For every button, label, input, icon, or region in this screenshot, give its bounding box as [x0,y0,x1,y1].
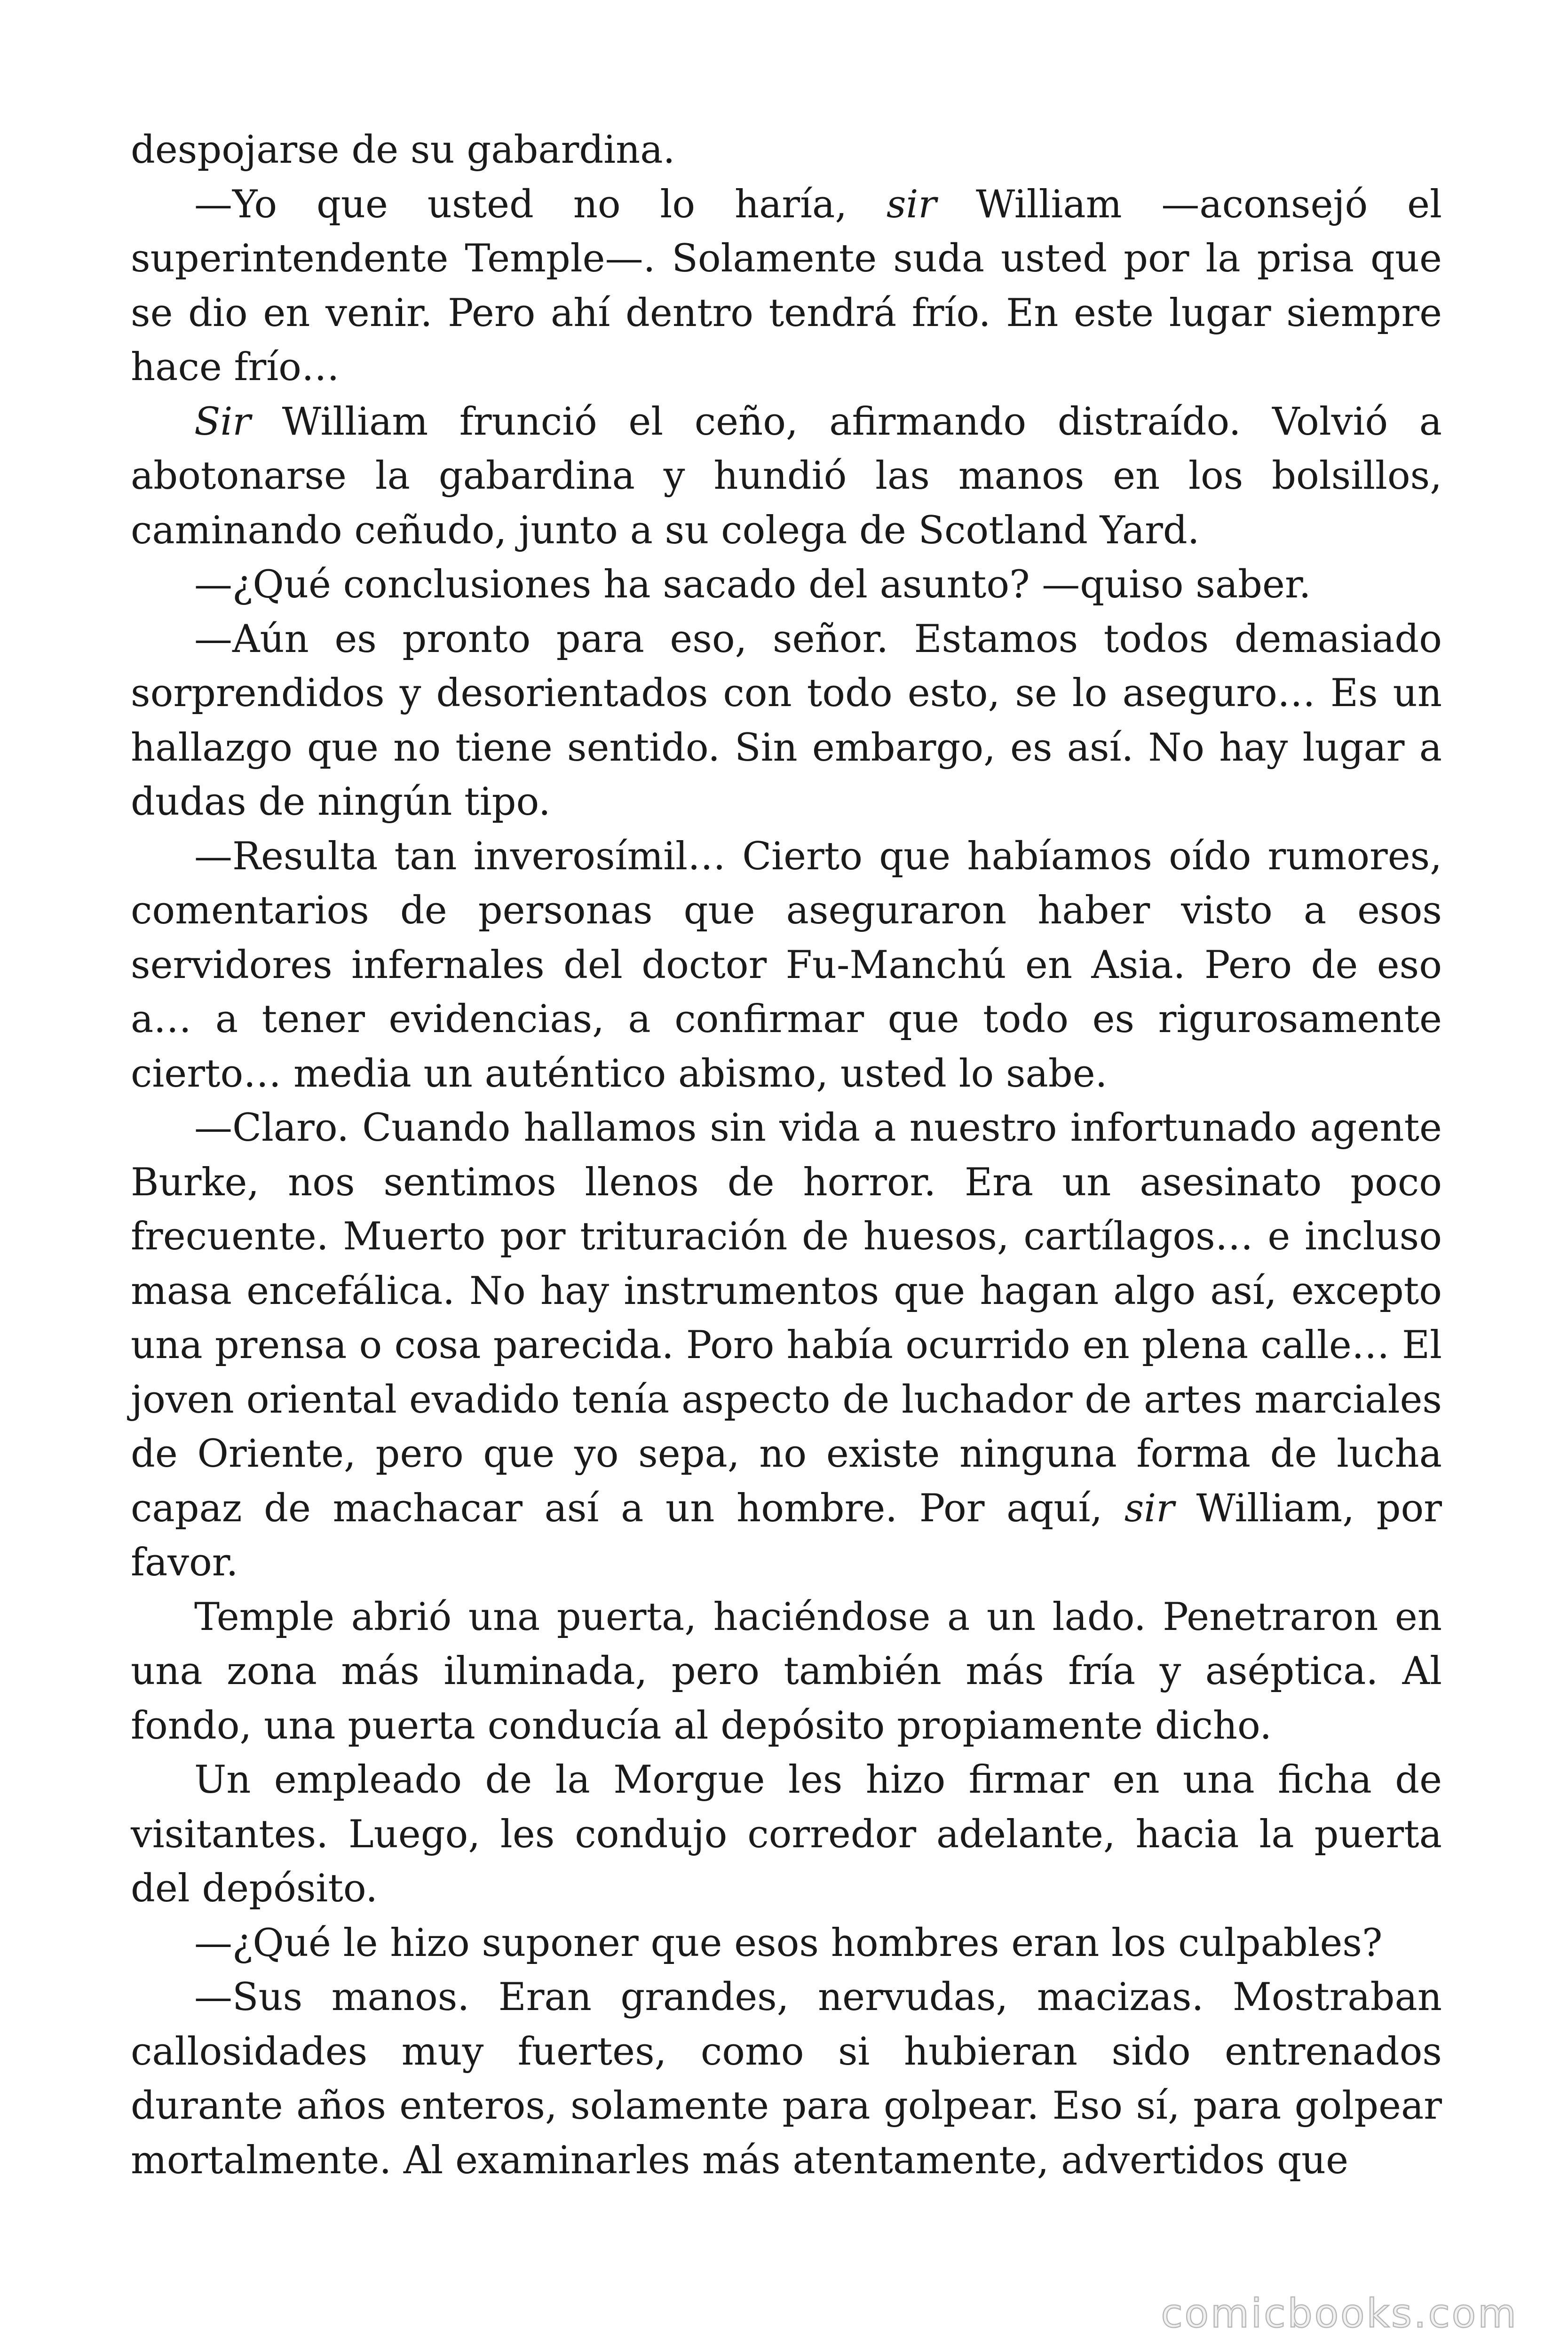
paragraph [131,123,1442,178]
text-run: —Yo que usted no lo haría, [194,182,887,227]
text-run: William frunció el ceño, afirmando distraído. Volvió a abotonarse la gabardina y hundió las manos en los bolsillos, caminando ceñudo, junto a su colega de Scotland Yard. [131,399,1442,553]
text-run: Temple abrió una puerta, haciéndose a un lado. Penetraron en una zona más iluminada, pero también más fría y aséptica. Al fondo, una puerta conducía al depósito propiamente dicho. [131,1595,1442,1748]
paragraph [131,612,1442,830]
text-run: —Sus manos. Eran grandes, nervudas, macizas. Mostraban callosidades muy fuertes, como si hubieran sido entrenados durante años enteros, solamente para golpear. Eso sí, para golpear mortalmente. Al examinarles más atentamente, advertidos que [131,1975,1442,2183]
text-run: —¿Qué conclusiones ha sacado del asunto? —quiso saber. [194,563,1311,607]
text-run: —Resulta tan inverosímil… Cierto que habíamos oído rumores, comentarios de personas que aseguraron haber visto a esos servidores infernales del doctor Fu-Manchú en Asia. Pero de eso a… a tener evidencias, a confirmar que todo es rigurosamente cierto… media un auténtico abismo, usted lo sabe. [131,834,1442,1096]
text-run: Un empleado de la Morgue les hizo firmar en una ficha de visitantes. Luego, les condujo corredor adelante, hacia la puerta del depósito. [131,1758,1442,1911]
text-run: —Claro. Cuando hallamos sin vida a nuestro infortunado agente Burke, nos sentimos llenos de horror. Era un asesinato poco frecuente. Muerto por trituración de huesos, cartílagos… e incluso masa encefálica. No hay instrumentos que hagan algo así, excepto una prensa o cosa parecida. Poro había ocurrido en plena calle… El joven oriental evadido tenía aspecto de luchador de artes marciales de Oriente, pero que yo sepa, no existe ninguna forma de lucha capaz de machacar así a un hombre. Por aquí, [131,1106,1442,1531]
paragraph [131,178,1442,395]
text-run: —¿Qué le hizo suponer que esos hombres eran los culpables? [194,1921,1383,1965]
paragraph [131,1916,1442,1971]
paragraph [131,1753,1442,1916]
text-run: despojarse de su gabardina. [131,128,675,172]
paragraph [131,395,1442,558]
italic-text: sir [1124,1486,1174,1531]
text-run: William —aconsejó el superintendente Temple—. Solamente suda usted por la prisa que se dio en venir. Pero ahí dentro tendrá frío. En este lugar siempre hace frío… [131,182,1442,389]
book-page-text [131,123,1442,2188]
paragraph [131,1101,1442,1590]
italic-text: sir [886,182,937,227]
paragraph [131,558,1442,612]
paragraph [131,830,1442,1102]
text-run: —Aún es pronto para eso, señor. Estamos todos demasiado sorprendidos y desorientados con todo esto, se lo aseguro… Es un hallazgo que no tiene sentido. Sin embargo, es así. No hay lugar a dudas de ningún tipo. [131,617,1442,824]
paragraph [131,1971,1442,2188]
watermark-text: comicbooks.com [1161,2290,1518,2336]
paragraph [131,1590,1442,1754]
italic-text: Sir [194,399,251,444]
text-run: William, por favor. [131,1486,1442,1585]
